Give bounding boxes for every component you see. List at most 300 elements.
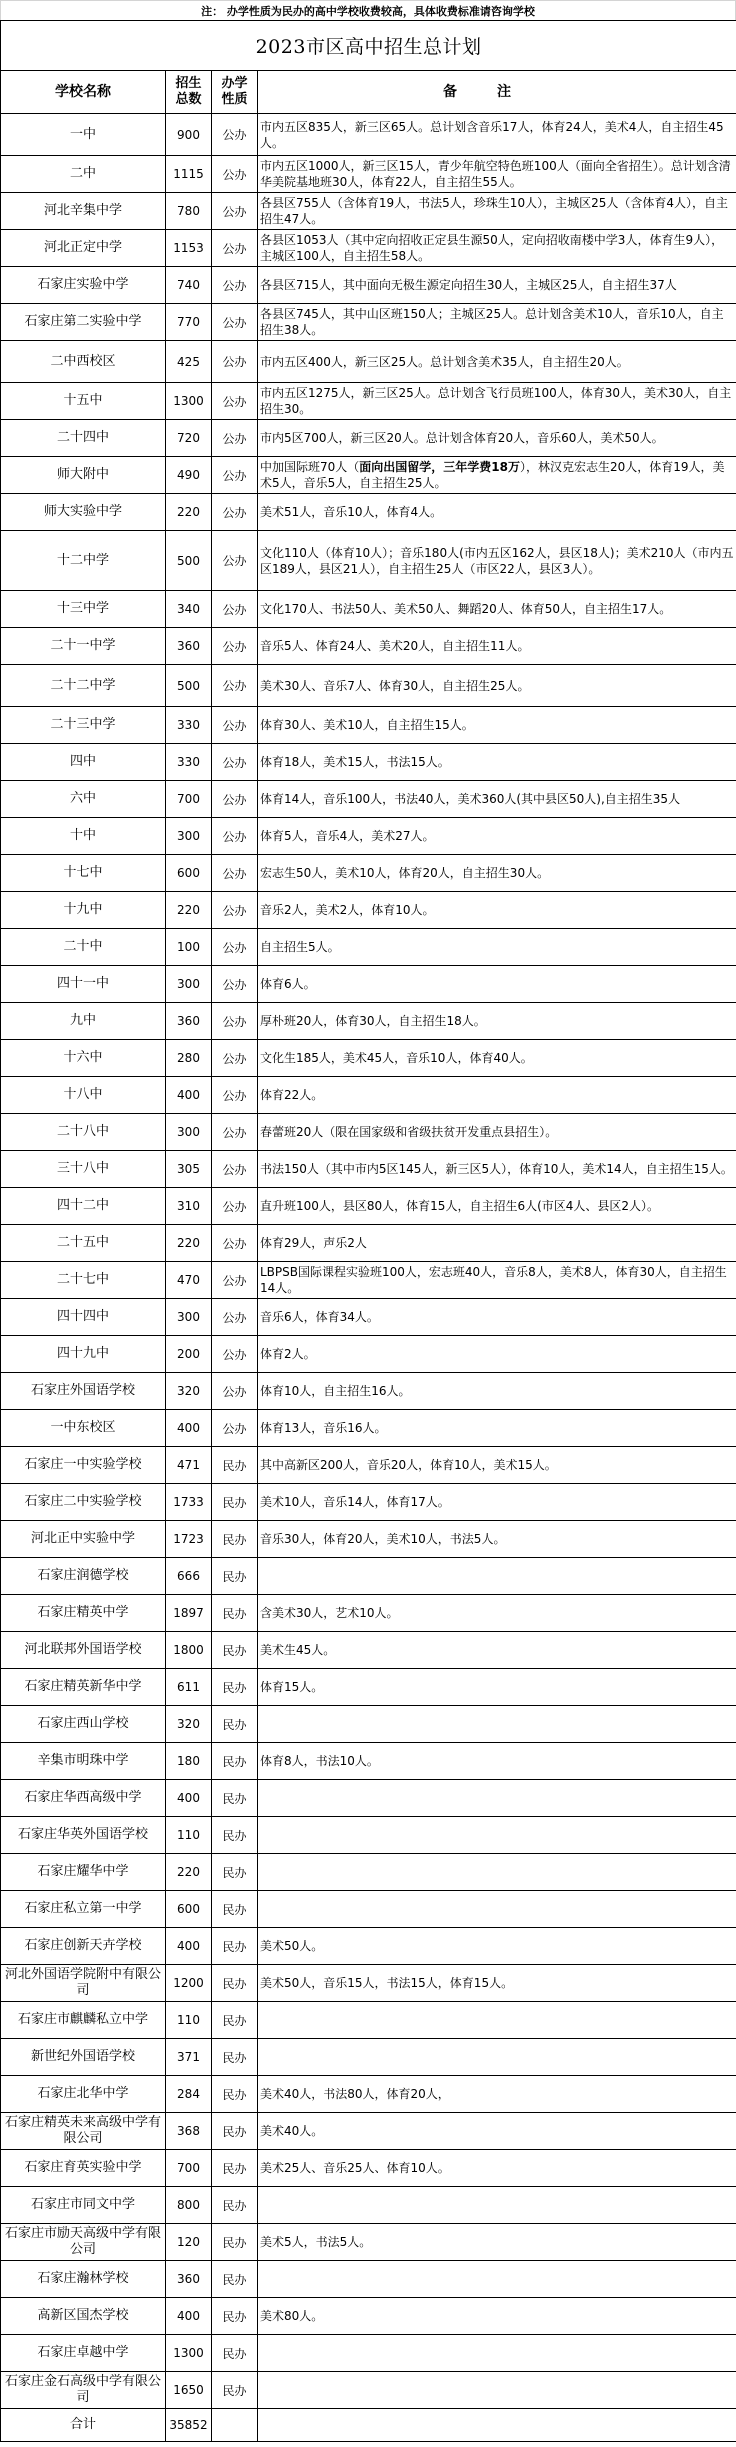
enrollment-total: 1897 [166, 1595, 212, 1632]
remark: 美术25人、音乐25人、体育10人。 [258, 2150, 736, 2187]
school-type: 公办 [212, 457, 258, 494]
school-type: 民办 [212, 2372, 258, 2409]
table-row [1, 1891, 736, 1928]
header-school-name: 学校名称 [1, 71, 166, 114]
enrollment-total: 1723 [166, 1521, 212, 1558]
school-type: 公办 [212, 892, 258, 929]
remark [258, 1780, 736, 1817]
school-type: 民办 [212, 1447, 258, 1484]
enrollment-total: 470 [166, 1262, 212, 1299]
table-row [1, 2335, 736, 2372]
table-row [1, 892, 736, 929]
enrollment-total: 720 [166, 420, 212, 457]
school-name: 石家庄育英实验中学 [1, 2150, 166, 2187]
school-name: 石家庄市励天高级中学有限公司 [1, 2224, 166, 2261]
school-name: 石家庄北华中学 [1, 2076, 166, 2113]
school-name: 十五中 [1, 383, 166, 420]
remark: 美术40人。 [258, 2113, 736, 2150]
remark: 体育30人、美术10人，自主招生15人。 [258, 707, 736, 744]
school-name: 二十七中 [1, 1262, 166, 1299]
enrollment-total: 666 [166, 1558, 212, 1595]
remark: 各县区745人，其中山区班150人；主城区25人。总计划含美术10人，音乐10人，自主招生38人。 [258, 304, 736, 341]
school-type: 民办 [212, 2224, 258, 2261]
school-name: 六中 [1, 781, 166, 818]
remark: 美术80人。 [258, 2298, 736, 2335]
table-row [1, 818, 736, 855]
school-type: 公办 [212, 304, 258, 341]
enrollment-total: 371 [166, 2039, 212, 2076]
school-name: 四十九中 [1, 1336, 166, 1373]
enrollment-table [0, 20, 736, 2442]
enrollment-total: 400 [166, 1780, 212, 1817]
school-name: 二十三中学 [1, 707, 166, 744]
remark: 美术30人、音乐7人、体育30人，自主招生25人。 [258, 665, 736, 707]
school-type: 公办 [212, 628, 258, 665]
school-type: 公办 [212, 1151, 258, 1188]
school-type: 民办 [212, 1595, 258, 1632]
remark: 音乐2人，美术2人，体育10人。 [258, 892, 736, 929]
school-type: 公办 [212, 818, 258, 855]
table-row [1, 2039, 736, 2076]
table-body [1, 114, 736, 2409]
remark: 美术5人，书法5人。 [258, 2224, 736, 2261]
school-type: 民办 [212, 1891, 258, 1928]
remark: 厚朴班20人，体育30人，自主招生18人。 [258, 1003, 736, 1040]
school-name: 二十一中学 [1, 628, 166, 665]
enrollment-total: 300 [166, 818, 212, 855]
school-name: 石家庄金石高级中学有限公司 [1, 2372, 166, 2409]
enrollment-total: 320 [166, 1373, 212, 1410]
table-row [1, 1077, 736, 1114]
enrollment-total: 740 [166, 267, 212, 304]
school-name: 河北正中实验中学 [1, 1521, 166, 1558]
enrollment-total: 1650 [166, 2372, 212, 2409]
remark: 美术50人，音乐15人，书法15人，体育15人。 [258, 1965, 736, 2002]
enrollment-total: 220 [166, 1854, 212, 1891]
school-name: 高新区国杰学校 [1, 2298, 166, 2335]
remark [258, 2335, 736, 2372]
table-row [1, 1410, 736, 1447]
table-row [1, 383, 736, 420]
remark: 体育2人。 [258, 1336, 736, 1373]
table-row [1, 341, 736, 383]
school-name: 石家庄西山学校 [1, 1706, 166, 1743]
table-row [1, 665, 736, 707]
remark: 音乐6人，体育34人。 [258, 1299, 736, 1336]
enrollment-total: 471 [166, 1447, 212, 1484]
school-name: 十九中 [1, 892, 166, 929]
enrollment-total: 100 [166, 929, 212, 966]
school-type: 公办 [212, 494, 258, 531]
school-type: 民办 [212, 1743, 258, 1780]
remark: 文化生185人，美术45人，音乐10人，体育40人。 [258, 1040, 736, 1077]
enrollment-total: 220 [166, 1225, 212, 1262]
enrollment-total: 305 [166, 1151, 212, 1188]
enrollment-total: 770 [166, 304, 212, 341]
school-name: 河北联邦外国语学校 [1, 1632, 166, 1669]
school-type: 民办 [212, 1780, 258, 1817]
table-row [1, 1928, 736, 1965]
school-type: 民办 [212, 2039, 258, 2076]
table-row [1, 2224, 736, 2261]
school-type: 公办 [212, 267, 258, 304]
total-remark [258, 2409, 736, 2442]
remark: 各县区1053人（其中定向招收正定县生源50人，定向招收南楼中学3人，体育生9人），主城区100人，自主招生58人。 [258, 230, 736, 267]
table-row [1, 1817, 736, 1854]
remark: 各县区715人，其中面向无极生源定向招生30人，主城区25人，自主招生37人 [258, 267, 736, 304]
table-row [1, 1151, 736, 1188]
remark [258, 2002, 736, 2039]
school-name: 十中 [1, 818, 166, 855]
remark [258, 1817, 736, 1854]
table-row [1, 1262, 736, 1299]
enrollment-total: 360 [166, 2261, 212, 2298]
enrollment-total: 700 [166, 781, 212, 818]
school-type: 公办 [212, 929, 258, 966]
school-name: 辛集市明珠中学 [1, 1743, 166, 1780]
school-name: 石家庄私立第一中学 [1, 1891, 166, 1928]
enrollment-total: 1300 [166, 2335, 212, 2372]
remark: 直升班100人，县区80人，体育15人，自主招生6人(市区4人、县区2人）。 [258, 1188, 736, 1225]
table-row [1, 1040, 736, 1077]
table-row [1, 1114, 736, 1151]
enrollment-total: 300 [166, 966, 212, 1003]
table-row [1, 267, 736, 304]
school-name: 四十一中 [1, 966, 166, 1003]
school-type: 民办 [212, 1632, 258, 1669]
school-name: 石家庄外国语学校 [1, 1373, 166, 1410]
school-name: 师大实验中学 [1, 494, 166, 531]
school-name: 四中 [1, 744, 166, 781]
table-row [1, 114, 736, 156]
remark: 体育29人，声乐2人 [258, 1225, 736, 1262]
school-name: 河北辛集中学 [1, 193, 166, 230]
enrollment-total: 180 [166, 1743, 212, 1780]
header-total [166, 71, 212, 114]
remark: 各县区755人（含体育19人，书法5人，珍珠生10人），主城区25人（含体育4人），自主招生47人。 [258, 193, 736, 230]
school-type: 公办 [212, 1336, 258, 1373]
remark: 体育14人，音乐100人，书法40人，美术360人(其中县区50人),自主招生35人 [258, 781, 736, 818]
school-name: 石家庄华西高级中学 [1, 1780, 166, 1817]
table-row [1, 420, 736, 457]
school-type: 公办 [212, 193, 258, 230]
school-name: 石家庄二中实验学校 [1, 1484, 166, 1521]
school-name: 石家庄市麒麟私立中学 [1, 2002, 166, 2039]
school-name: 石家庄耀华中学 [1, 1854, 166, 1891]
school-name: 九中 [1, 1003, 166, 1040]
table-row [1, 494, 736, 531]
remark [258, 1854, 736, 1891]
table-row [1, 1965, 736, 2002]
school-type: 公办 [212, 114, 258, 156]
enrollment-total: 1733 [166, 1484, 212, 1521]
table-row [1, 1299, 736, 1336]
school-name: 二中 [1, 156, 166, 193]
header-row [1, 71, 736, 114]
school-name: 十七中 [1, 855, 166, 892]
enrollment-total: 800 [166, 2187, 212, 2224]
school-type: 民办 [212, 1558, 258, 1595]
enrollment-total: 900 [166, 114, 212, 156]
enrollment-total: 280 [166, 1040, 212, 1077]
school-name: 河北正定中学 [1, 230, 166, 267]
table-row [1, 591, 736, 628]
table-row [1, 1484, 736, 1521]
header-type-line1: 办学 [221, 76, 248, 91]
school-type: 公办 [212, 781, 258, 818]
school-type: 民办 [212, 2298, 258, 2335]
table-row [1, 2150, 736, 2187]
enrollment-total: 330 [166, 707, 212, 744]
table-row [1, 1595, 736, 1632]
total-type [212, 2409, 258, 2442]
remark: 体育22人。 [258, 1077, 736, 1114]
remark: 市内5区700人，新三区20人。总计划含体育20人，音乐60人，美术50人。 [258, 420, 736, 457]
total-label: 合计 [1, 2409, 166, 2442]
school-name: 石家庄卓越中学 [1, 2335, 166, 2372]
remark [258, 2039, 736, 2076]
total-value: 35852 [166, 2409, 212, 2442]
school-name: 石家庄一中实验学校 [1, 1447, 166, 1484]
enrollment-total: 780 [166, 193, 212, 230]
remark [258, 457, 736, 494]
school-name: 十二中学 [1, 531, 166, 591]
remark: 文化170人、书法50人、美术50人、舞蹈20人、体育50人，自主招生17人。 [258, 591, 736, 628]
school-type: 民办 [212, 2261, 258, 2298]
table-row [1, 2076, 736, 2113]
table-row [1, 1669, 736, 1706]
school-name: 二十四中 [1, 420, 166, 457]
school-type: 民办 [212, 1669, 258, 1706]
school-type: 民办 [212, 2002, 258, 2039]
school-type: 民办 [212, 1928, 258, 1965]
enrollment-total: 110 [166, 1817, 212, 1854]
enrollment-total: 1153 [166, 230, 212, 267]
school-name: 二十中 [1, 929, 166, 966]
school-name: 河北外国语学院附中有限公司 [1, 1965, 166, 2002]
school-name: 石家庄精英中学 [1, 1595, 166, 1632]
remark-part: ），林汉克宏志生20人，体育19人，美术5人，音乐5人，自主招生25人。 [260, 460, 725, 490]
table-row [1, 707, 736, 744]
school-type: 公办 [212, 744, 258, 781]
school-type: 公办 [212, 383, 258, 420]
enrollment-total: 400 [166, 2298, 212, 2335]
table-row [1, 1558, 736, 1595]
school-type: 公办 [212, 1003, 258, 1040]
table-row [1, 1336, 736, 1373]
table-row [1, 457, 736, 494]
school-type: 公办 [212, 1114, 258, 1151]
school-type: 公办 [212, 1188, 258, 1225]
school-name: 石家庄瀚林学校 [1, 2261, 166, 2298]
enrollment-total: 490 [166, 457, 212, 494]
school-type: 公办 [212, 1299, 258, 1336]
school-name: 新世纪外国语学校 [1, 2039, 166, 2076]
enrollment-total: 284 [166, 2076, 212, 2113]
remark: 美术10人，音乐14人，体育17人。 [258, 1484, 736, 1521]
school-name: 石家庄实验中学 [1, 267, 166, 304]
remark [258, 2372, 736, 2409]
enrollment-total: 1115 [166, 156, 212, 193]
table-title: 2023市区高中招生总计划 [1, 21, 736, 71]
table-row [1, 855, 736, 892]
school-type: 民办 [212, 1854, 258, 1891]
enrollment-total: 400 [166, 1928, 212, 1965]
remark [258, 2187, 736, 2224]
enrollment-total: 110 [166, 2002, 212, 2039]
school-type: 民办 [212, 2335, 258, 2372]
school-type: 民办 [212, 2076, 258, 2113]
school-type: 民办 [212, 2187, 258, 2224]
table-row [1, 1854, 736, 1891]
remark: 市内五区400人，新三区25人。总计划含美术35人，自主招生20人。 [258, 341, 736, 383]
remark: 市内五区835人，新三区65人。总计划含音乐17人，体育24人，美术4人，自主招生45人。 [258, 114, 736, 156]
school-type: 民办 [212, 1521, 258, 1558]
header-total-line2: 总数 [175, 92, 202, 107]
remark-emphasis: 面向出国留学，三年学费18万 [359, 460, 520, 474]
enrollment-total: 360 [166, 1003, 212, 1040]
school-type: 公办 [212, 707, 258, 744]
school-name: 一中东校区 [1, 1410, 166, 1447]
remark: 其中高新区200人，音乐20人，体育10人，美术15人。 [258, 1447, 736, 1484]
school-type: 公办 [212, 531, 258, 591]
table-row [1, 230, 736, 267]
school-type: 公办 [212, 341, 258, 383]
school-type: 民办 [212, 2150, 258, 2187]
table-row [1, 1706, 736, 1743]
enrollment-total: 340 [166, 591, 212, 628]
table-row [1, 2298, 736, 2335]
school-name: 十八中 [1, 1077, 166, 1114]
table-row [1, 2113, 736, 2150]
school-type: 公办 [212, 1262, 258, 1299]
remark: 音乐5人、体育24人、美术20人，自主招生11人。 [258, 628, 736, 665]
school-name: 四十四中 [1, 1299, 166, 1336]
enrollment-total: 500 [166, 531, 212, 591]
header-type [212, 71, 258, 114]
remark: 体育6人。 [258, 966, 736, 1003]
enrollment-total: 400 [166, 1077, 212, 1114]
enrollment-total: 300 [166, 1114, 212, 1151]
remark: 含美术30人，艺术10人。 [258, 1595, 736, 1632]
school-type: 公办 [212, 1040, 258, 1077]
school-name: 四十二中 [1, 1188, 166, 1225]
enrollment-total: 300 [166, 1299, 212, 1336]
enrollment-total: 700 [166, 2150, 212, 2187]
table-row [1, 929, 736, 966]
table-row [1, 1225, 736, 1262]
remark: LBPSB国际课程实验班100人，宏志班40人，音乐8人，美术8人，体育30人，自主招生14人。 [258, 1262, 736, 1299]
table-row [1, 156, 736, 193]
remark: 体育13人，音乐16人。 [258, 1410, 736, 1447]
enrollment-total: 220 [166, 892, 212, 929]
school-type: 公办 [212, 1225, 258, 1262]
school-type: 民办 [212, 1965, 258, 2002]
school-name: 石家庄精英未来高级中学有限公司 [1, 2113, 166, 2150]
school-type: 公办 [212, 156, 258, 193]
table-row [1, 1521, 736, 1558]
remark: 自主招生5人。 [258, 929, 736, 966]
school-type: 公办 [212, 420, 258, 457]
enrollment-total: 220 [166, 494, 212, 531]
enrollment-total: 600 [166, 1891, 212, 1928]
table-row [1, 1743, 736, 1780]
table-row [1, 1188, 736, 1225]
remark: 宏志生50人，美术10人，体育20人，自主招生30人。 [258, 855, 736, 892]
header-remark: 备注 [258, 71, 736, 114]
school-type: 公办 [212, 1410, 258, 1447]
enrollment-total: 611 [166, 1669, 212, 1706]
school-name: 二十五中 [1, 1225, 166, 1262]
school-type: 公办 [212, 966, 258, 1003]
school-name: 石家庄华英外国语学校 [1, 1817, 166, 1854]
enrollment-total: 1200 [166, 1965, 212, 2002]
total-row [1, 2409, 736, 2442]
remark: 美术生45人。 [258, 1632, 736, 1669]
remark: 音乐30人，体育20人，美术10人，书法5人。 [258, 1521, 736, 1558]
remark: 书法150人（其中市内5区145人，新三区5人），体育10人，美术14人，自主招生15人。 [258, 1151, 736, 1188]
remark: 体育18人，美术15人，书法15人。 [258, 744, 736, 781]
enrollment-total: 330 [166, 744, 212, 781]
table-row [1, 781, 736, 818]
enrollment-total: 400 [166, 1410, 212, 1447]
remark: 美术51人，音乐10人，体育4人。 [258, 494, 736, 531]
remark: 体育5人，音乐4人，美术27人。 [258, 818, 736, 855]
table-row [1, 2372, 736, 2409]
enrollment-total: 1300 [166, 383, 212, 420]
table-row [1, 304, 736, 341]
table-row [1, 1373, 736, 1410]
school-name: 师大附中 [1, 457, 166, 494]
enrollment-total: 368 [166, 2113, 212, 2150]
remark: 体育15人。 [258, 1669, 736, 1706]
school-name: 二十八中 [1, 1114, 166, 1151]
school-type: 公办 [212, 665, 258, 707]
remark: 市内五区1000人，新三区15人，青少年航空特色班100人（面向全省招生）。总计划含清华美院基地班30人，体育22人，自主招生55人。 [258, 156, 736, 193]
school-type: 公办 [212, 591, 258, 628]
table-row [1, 628, 736, 665]
school-type: 公办 [212, 230, 258, 267]
fee-note: 注： 办学性质为民办的高中学校收费较高，具体收费标准请咨询学校 [0, 0, 736, 20]
enrollment-total: 200 [166, 1336, 212, 1373]
school-name: 十三中学 [1, 591, 166, 628]
school-name: 石家庄第二实验中学 [1, 304, 166, 341]
school-name: 二中西校区 [1, 341, 166, 383]
enrollment-total: 500 [166, 665, 212, 707]
table-row [1, 2002, 736, 2039]
school-type: 民办 [212, 1484, 258, 1521]
enrollment-total: 600 [166, 855, 212, 892]
remark [258, 1558, 736, 1595]
table-row [1, 1447, 736, 1484]
header-type-line2: 性质 [221, 92, 248, 107]
remark: 春蕾班20人（限在国家级和省级扶贫开发重点县招生）。 [258, 1114, 736, 1151]
school-name: 石家庄市同文中学 [1, 2187, 166, 2224]
enrollment-total: 320 [166, 1706, 212, 1743]
table-row [1, 193, 736, 230]
table-row [1, 1003, 736, 1040]
school-type: 公办 [212, 855, 258, 892]
remark: 市内五区1275人，新三区25人。总计划含飞行员班100人，体育30人，美术30人，自主招生30。 [258, 383, 736, 420]
enrollment-total: 425 [166, 341, 212, 383]
remark: 体育10人，自主招生16人。 [258, 1373, 736, 1410]
remark [258, 1891, 736, 1928]
remark [258, 1706, 736, 1743]
remark-part: 中加国际班70人（ [260, 460, 360, 474]
school-type: 公办 [212, 1373, 258, 1410]
table-row [1, 1780, 736, 1817]
remark [258, 2261, 736, 2298]
